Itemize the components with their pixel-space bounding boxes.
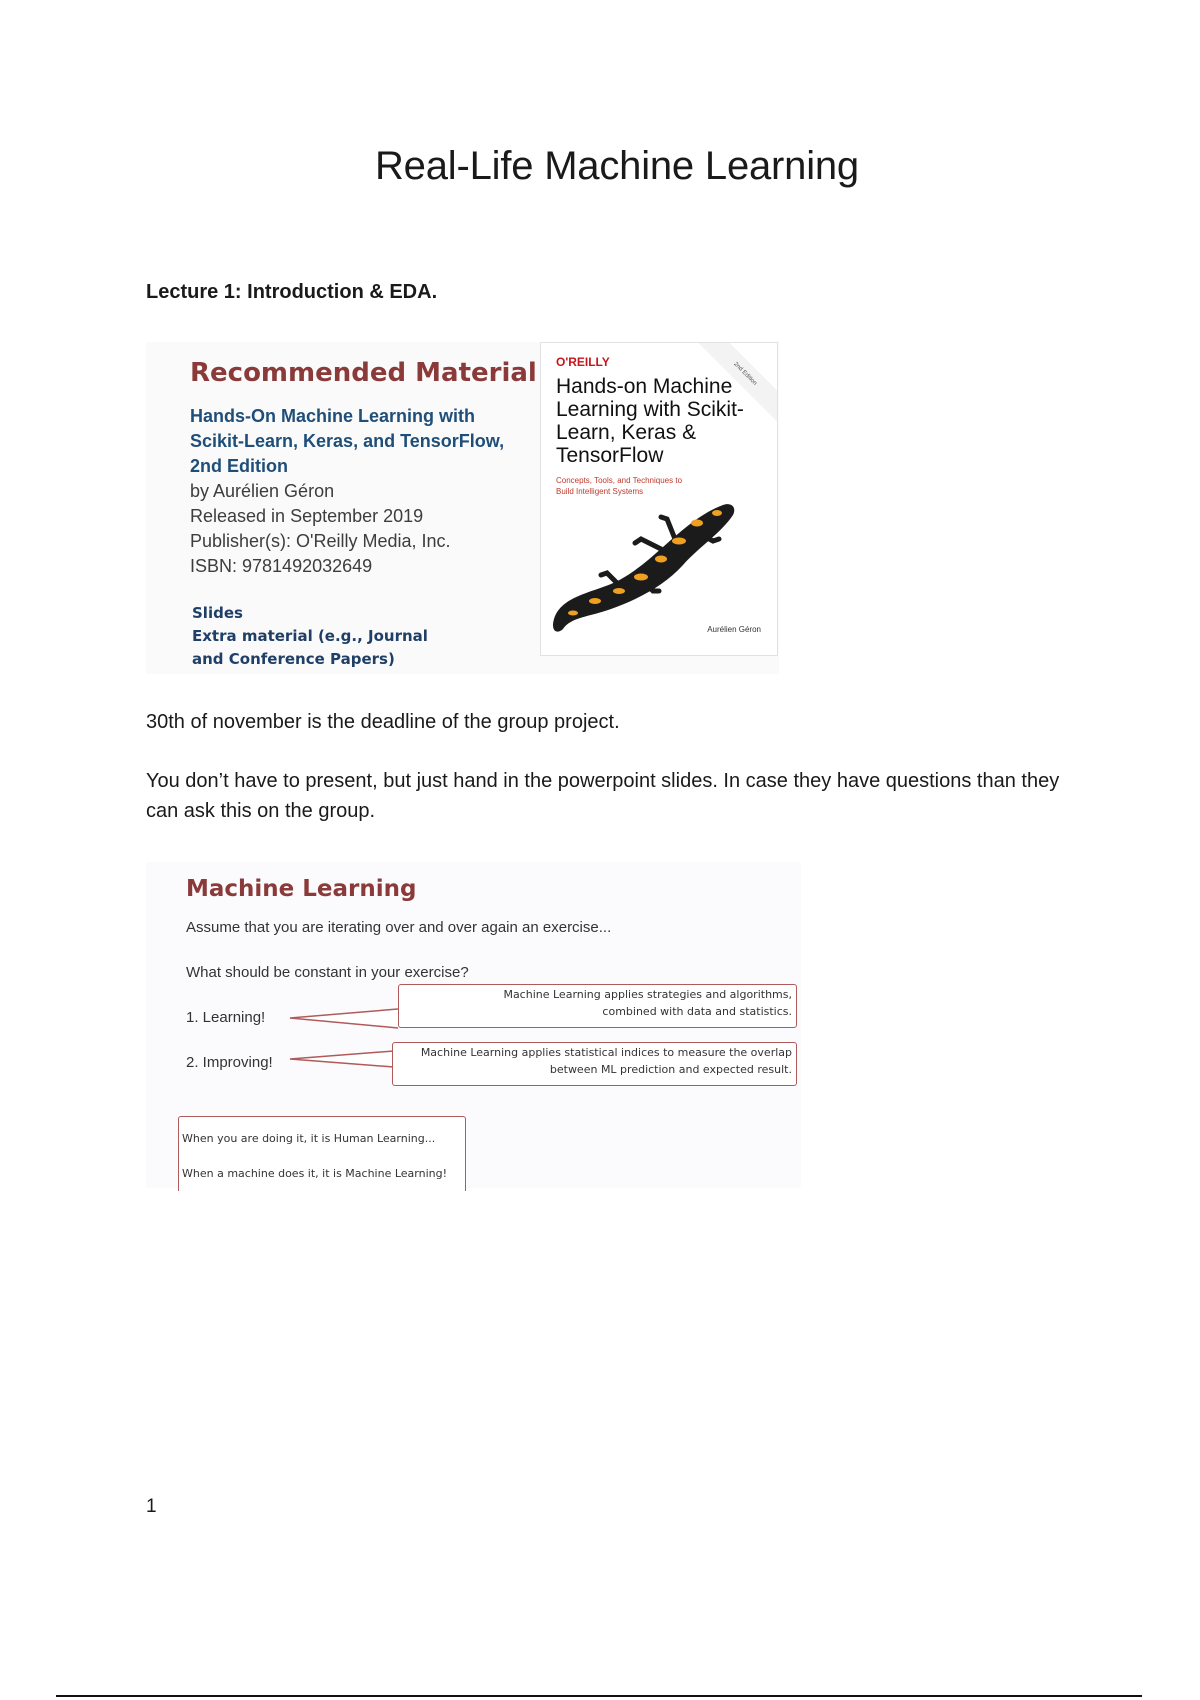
human-vs-machine-note	[178, 1116, 466, 1191]
extra-material-line2: and Conference Papers)	[192, 650, 395, 668]
callout-improving-line1: Machine Learning applies statistical indices to measure the overlap	[420, 1046, 792, 1059]
book-author: by Aurélien Géron	[190, 481, 335, 501]
page-number: 1	[146, 1496, 157, 1517]
slide-heading: Recommended Material	[190, 358, 537, 388]
machine-learning-slide	[146, 862, 801, 1188]
cover-subtitle: Concepts, Tools, and Techniques to Build Intelligent Systems	[556, 476, 683, 496]
page-title: Real-Life Machine Learning	[375, 144, 859, 188]
publisher-logo: O'REILLY	[556, 355, 610, 369]
extra-material-line1: Extra material (e.g., Journal	[192, 627, 428, 645]
footer-divider	[56, 1695, 1142, 1697]
book-isbn: ISBN: 9781492032649	[190, 556, 373, 576]
cover-author: Aurélien Géron	[707, 625, 761, 634]
slide-question: What should be constant in your exercise?	[186, 964, 469, 981]
list-item-improving: 2. Improving!	[186, 1054, 273, 1071]
callout-improving-line2: between ML prediction and expected result.	[549, 1063, 792, 1076]
slide-text-line: Assume that you are iterating over and over again an exercise...	[186, 919, 612, 936]
slide-heading: Machine Learning	[186, 876, 417, 902]
lecture-heading: Lecture 1: Introduction & EDA.	[146, 281, 438, 303]
book-publisher: Publisher(s): O'Reilly Media, Inc.	[190, 531, 451, 551]
presentation-paragraph: You don’t have to present, but just hand in the powerpoint slides. In case they have questions than they can ask this on the group.	[146, 770, 1060, 822]
note-line1: When you are doing it, it is Human Learning...	[182, 1132, 436, 1145]
deadline-paragraph: 30th of november is the deadline of the group project.	[146, 711, 620, 733]
recommended-material-slide	[146, 342, 779, 674]
list-item-learning: 1. Learning!	[186, 1009, 266, 1026]
callout-learning-line1: Machine Learning applies strategies and algorithms,	[503, 988, 792, 1001]
slides-label: Slides	[192, 604, 243, 622]
book-cover	[540, 342, 778, 656]
note-line2: When a machine does it, it is Machine Learning!	[182, 1167, 448, 1180]
book-release-date: Released in September 2019	[190, 506, 424, 526]
callout-improving	[392, 1042, 797, 1086]
cover-title: Hands-on Machine Learning with Scikit-Learn, Keras & TensorFlow	[556, 375, 744, 467]
edition-banner: 2nd Edition	[695, 342, 778, 424]
salamander-illustration	[541, 483, 777, 643]
book-title: Hands-On Machine Learning with Scikit-Learn, Keras, and TensorFlow, 2nd Edition	[190, 406, 505, 476]
callout-learning	[398, 984, 797, 1028]
callout-learning-line2: combined with data and statistics.	[602, 1005, 792, 1018]
